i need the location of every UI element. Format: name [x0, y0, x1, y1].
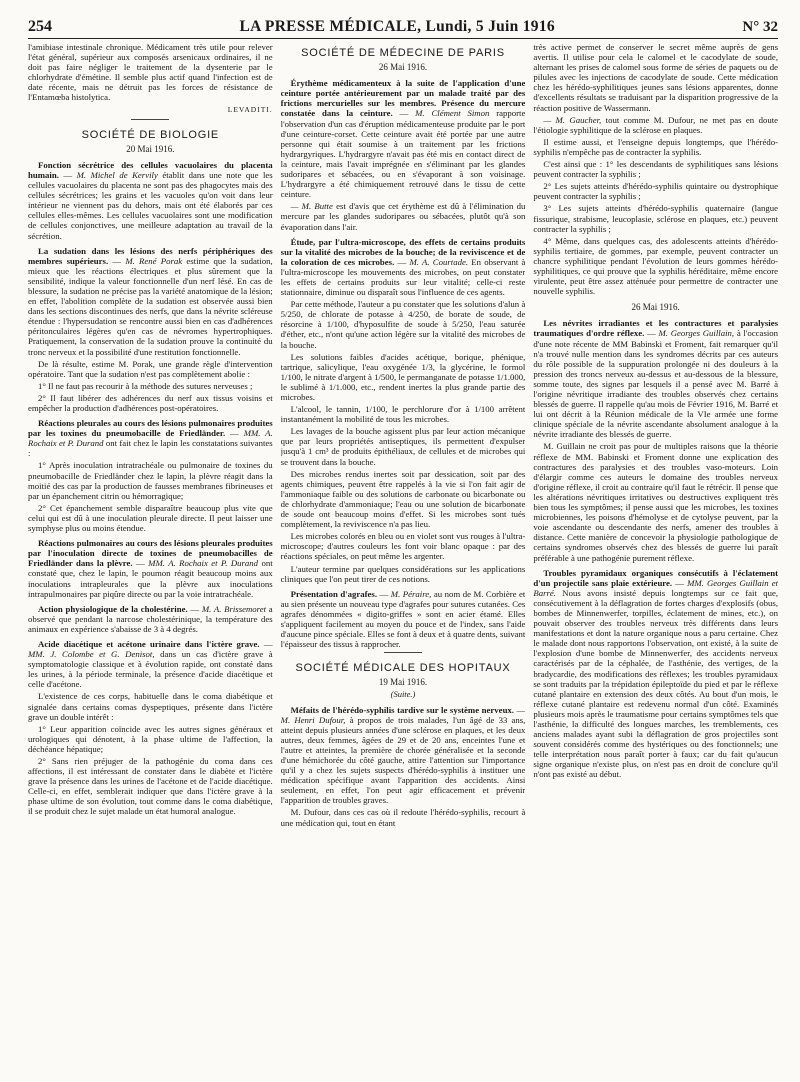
- article-title: Réactions pulmonaires au cours des lésions pleurales produites par l'inoculation directe de toxines de pneumobacilles de Friedländer dans la plèvre.: [28, 538, 273, 569]
- article-list-item: 2° Il faut libérer des adhérences du nerf aux tissus voisins et empêcher la production d'adhérences post-opératoires.: [28, 392, 273, 413]
- article-author: MM. A. Rochaix et P. Durand: [28, 428, 273, 449]
- article-author: M. A. Brissemoret: [201, 603, 267, 614]
- article-body: ont constaté que, chez le lapin, le poumon réagit beaucoup moins aux inoculations intrapleurales que la plèvre aux inoculations intrapulmonaires par piqûre directe ou par la voie intratrachéale.: [28, 558, 273, 599]
- article-list-item: 1° Leur apparition coïncide avec les autres signes généraux et urologiques qui dénotent, à la phase ultime de l'affection, la déchéance hépatique;: [28, 723, 273, 754]
- article-list-item: 2° Les sujets atteints d'hérédo-syphilis quintaire ou dystrophique peuvent contracter la syphilis ;: [533, 181, 779, 202]
- article-author: — M. Butte: [290, 201, 333, 212]
- article: La sudation dans les lésions des nerfs périphériques des membres supérieurs. — M. René Porak estime que la sudation, mieux que les réactions électriques et plus sûrement que la sensibilité, indique la valeur fonctionnelle d'un nerf lésé. En cas de blessure, la sudation ne précise pas la variété anatomique de la lésion; en effet, l'abolition complète de la sudation est observée aussi bien dans les sections discontinues des nerfs, que dans la névrite scléreuse étendue : l'hypersudation se rencontre aussi bien en cas d'adhérences péritonculaires légères qu'en cas de névromes hypertrophiques. Pratiquement, la conservation de la sudation prouve la continuité du tronc nerveux et la possibilité d'une restitution fonctionnelle. De là résulte, estime M. Porak, une grande règle d'intervention opératoire. Tant que la sudation n'est pas complètement abolie : 1° Il ne faut pas recourir à la méthode des sutures nerveuses ; 2° Il faut libérer des adhérences du nerf aux tissus voisins et empêcher la production d'adhérences post-opératoires.: [28, 245, 273, 413]
- article-author: M. Péraire,: [390, 588, 432, 599]
- section-date: 26 Mai 1916.: [631, 302, 680, 313]
- article-paragraph: M. Dufour, dans ces cas où il redoute l'hérédo-syphilis, recourt à une médication qui, tout en étant: [280, 807, 526, 828]
- article-paragraph: L'auteur termine par quelques considérations sur les applications cliniques que l'on peut tirer de ces notions.: [280, 563, 526, 584]
- article-author: M. Michel de Kervily: [76, 169, 158, 180]
- article-list-item: 1° Il ne faut pas recourir à la méthode des sutures nerveuses ;: [38, 380, 253, 391]
- article-author: M. Henri Dufour,: [280, 714, 346, 725]
- header-rule: [28, 38, 778, 39]
- signature: LEVADITI.: [227, 104, 273, 114]
- columns: [28, 42, 778, 1076]
- article-author: MM. A. Rochaix et P. Durand: [148, 558, 259, 569]
- section-title-biologie: SOCIÉTÉ DE BIOLOGIE: [81, 128, 220, 141]
- article-title: Troubles pyramidaux organiques consécutifs à l'éclatement d'un projectile sans plaie extérieure.: [533, 567, 779, 588]
- article-body: rapporte l'observation d'un cas d'éruption médicamenteuse produite par le port d'une ceinture-corset. Cette ceinture avait été portée par une autre personne qui était soumise à un traitement par les frictions hydrargyriques. L'hydrargyre n'avait pas été mis en contact direct de la ceinture, mais l'avait imprégnée en s'éliminant par les glandes sudoripares et sébacées, ou en s'évaporant à son voisinage. L'hydrargyre a été chimiquement retrouvé dans le tissu de cette ceinture.: [280, 108, 526, 200]
- article: Érythème médicamenteux à la suite de l'application d'une ceinture portée antérieurement par un malade traité par des frictions mercurielles sur les membres. Présence du mercure constatée dans la ceinture. — M. Clément Simon rapporte l'observation d'un cas d'éruption médicamenteuse produite par le port d'une ceinture-corset. Cette ceinture avait été portée par une autre personne qui était soumise à un traitement par les frictions hydrargyriques. L'hydrargyre n'avait pas été mis en contact direct de la ceinture, mais l'avait imprégnée en s'éliminant par les glandes sudoripares et sébacées, ou en s'évaporant à son voisinage. L'hydrargyre a été chimiquement retrouvé dans le tissu de cette ceinture. — M. Butte est d'avis que cet érythème est dû à l'élimination du mercure par les glandes sudoripares ou sébacées, plutôt qu'à son évaporation dans l'air.: [280, 78, 526, 232]
- page-header: [28, 14, 778, 36]
- article: Méfaits de l'hérédo-syphilis tardive sur le système nerveux. — M. Henri Dufour, à propos de trois malades, l'un âgé de 33 ans, atteint depuis plusieurs années d'une sclérose en plaques, et les deux autres, deux femmes, âgées de 29 et de 20 ans, enceintes l'une et l'autre et atteintes, la première de chorée généralisée et la seconde d'une hémichorée du côté gauche, attire l'attention sur l'importance qu'il y a chez les sujets suspects d'hérédo-syphilis à instituer une médication spécifique avant l'apparition des accidents. Ainsi seulement, en effet, l'on peut agir efficacement et prévenir l'apparition de troubles graves. M. Dufour, dans ces cas où il redoute l'hérédo-syphilis, recourt à une médication qui, tout en étant: [280, 704, 526, 828]
- article: Réactions pleurales au cours des lésions pulmonaires produites par les toxines du pneumobacille de Friedländer. — MM. A. Rochaix et P. Durand ont fait chez le lapin les constatations suivantes : 1° Après inoculation intratrachéale ou pulmonaire de toxines du pneumobacille de Friedländer chez le lapin, la plèvre réagit dans la moitié des cas par la production de fausses membranes fibrineuses et par un épanchement citrin ou hémorragique; 2° Cet épanchement semble disparaître beaucoup plus vite que celui qui est dû à une inoculation pleurale directe. Il peut laisser une symphyse plus ou moins étendue.: [28, 418, 273, 534]
- article-paragraph: Par cette méthode, l'auteur a pu constater que les solutions d'alun à 5/250, de chlorate de potasse à 4/250, de borate de soude, de résorcine à 1/100, d'hyposulfite de soude à 5/250, l'eau saturée d'éther, etc., n'ont qu'une action légère sur la vitalité des microbes de la bouche.: [280, 299, 526, 350]
- article-list-item: C'est ainsi que : 1° les descendants de syphilitiques sans lésions peuvent contracter la syphilis ;: [533, 159, 779, 180]
- article-body: à l'occasion d'une note récente de MM Babinski et Froment, fait remarquer qu'il n'a trouvé nulle mention dans les syndromes décrits par ces auteurs du rôle possible de la suppuration prolongée ni des douleurs à la pression des troncs nerveux au-dessus et au-dessous de la blessure, somme toute, des signes par lesquels il a pensé avec M. Barré à l'origine névritique irradiante des troubles observés chez certains blessés de guerre. Il rappelle qu'au mois de Février 1916, M. Barré et lui ont décrit à la Réunion médicale de la VIe armée une forme clinique spéciale de la névrite ascendante absolument analogue à la névrite irradiante des blessés de guerre.: [533, 328, 779, 440]
- article-list-item: 2° Cet épanchement semble disparaître beaucoup plus vite que celui qui est dû à une inoculation pleurale directe. Il peut laisser une symphyse plus ou moins étendue.: [28, 502, 273, 534]
- article-body: à propos de trois malades, l'un âgé de 33 ans, atteint depuis plusieurs années d'une sclérose en plaques, et les deux autres, deux femmes, âgées de 29 et de 20 ans, enceintes l'une et l'autre et atteintes, la première de chorée généralisée et la seconde d'une hémichorée du côté gauche, attire l'attention sur l'importance qu'il y a chez les sujets suspects d'hérédo-syphilis à instituer une médication spécifique avant l'apparition des accidents. Ainsi seulement, en effet, l'on peut agir efficacement et prévenir l'apparition de troubles graves.: [280, 714, 526, 806]
- article-title: Érythème médicamenteux à la suite de l'application d'une ceinture portée antérieurement par un malade traité par des frictions mercurielles sur les membres. Présence du mercure constatée dans la ceinture.: [280, 78, 526, 119]
- article-paragraph: De là résulte, estime M. Porak, une grande règle d'intervention opératoire. Tant que la sudation n'est pas complètement abolie :: [28, 358, 273, 379]
- article-body: dans un cas d'ictère grave à symptomatologie classique et à évolution rapide, ont constaté dans les urines, à la période terminale, la présence d'acide diacétique et celle d'acétone.: [28, 649, 273, 690]
- article-title: Fonction sécrétrice des cellules vacuolaires du placenta humain.: [28, 159, 273, 180]
- article-paragraph: M. Guillain ne croit pas pour de multiples raisons que la théorie réflexe de MM. Babinski et Froment donne une explication des contractures des paralysies et des troubles vaso-moteurs. Loin d'élargir comme ces auteurs le domaine des troubles nerveux d'origine réflexe, il croit au contraire qu'il faut le rétrécir. Il pense que les altérations névritiques irritatives ou destructives expliquent très bien tous les symptômes; il pense aussi que les microbes, les toxines microbiennes, les poisons d'hémolyse et de cytolyse peuvent, par la voie ascendante ou descendante des nerfs, amener des troubles à distance. Cette manière de concevoir la physiologie pathologique de certains syndromes observés chez des blessés de guerre lui paraît préférable à une pathogénie purement réflexe.: [533, 441, 779, 563]
- section-date: 19 Mai 1916.: [378, 677, 428, 688]
- article: Acide diacétique et acétone urinaire dans l'ictère grave. — MM. J. Colombe et G. Denisot, dans un cas d'ictère grave à symptomatologie classique et à évolution rapide, ont constaté dans les urines, à la période terminale, la présence d'acide diacétique et celle d'acétone. L'existence de ces corps, habituelle dans le coma diabétique et signalée dans certains comas dyspeptiques, présente dans l'ictère grave un double intérêt : 1° Leur apparition coïncide avec les autres signes généraux et urologiques qui dénotent, à la phase ultime de l'affection, la déchéance hépatique; 2° Sans rien préjuger de la pathogénie du coma dans ces affections, il est intéressant de constater dans le diabète et l'ictère grave la présence dans les urines de l'acétone et de l'acide diacétique. Celle-ci, en effet, semblerait indiquer que dans l'ictère grave à la phase ultime de son évolution, tout comme dans le coma diabétique, il se produit chez le sujet malade un état humoral analogue.: [28, 638, 273, 817]
- article-list-item: 3° Les sujets atteints d'hérédo-syphilis quaternaire (langue fissurique, strabisme, leucoplasie, sclérose en plaques, etc.) peuvent contracter la syphilis ;: [533, 203, 779, 234]
- article-body: est d'avis que cet érythème est dû à l'élimination du mercure par les glandes sudoripares ou sébacées, plutôt qu'à son évaporation dans l'air.: [280, 201, 526, 232]
- article: Fonction sécrétrice des cellules vacuolaires du placenta humain. — M. Michel de Kervily établit dans une note que les cellules vacuolaires du placenta ne sont pas des phagocytes mais des cellules sécrétrices; les grains et les vacuoles qu'on voit dans leur intérieur ne viennent pas du dehors, mais ont été élaborés par ces cellules elles-mêmes. Les cellules vacuolaires sont une modification de cellules conjonctives, une meilleure adaptation au travail de la sécrétion.: [28, 159, 273, 241]
- article-title: Action physiologique de la cholestérine.: [38, 603, 188, 614]
- article-body: tout comme M. Dufour, ne met pas en doute l'étiologie syphilitique de la sclérose en plaques.: [533, 114, 779, 135]
- article-title: Présentation d'agrafes.: [290, 588, 378, 599]
- article-author: M. René Porak: [125, 255, 183, 266]
- article-paragraph: Les microbes colorés en bleu ou en violet sont vus rouges à l'ultra-microscope; d'autres couleurs les font voir blanc opaque : par des réactions spéciales, on peut même les argenter.: [280, 531, 526, 562]
- page-number: 254: [28, 18, 52, 35]
- article-body: a observé que pendant la narcose cholestérinique, la température des animaux en expérience s'abaisse de 3 à 4 degrés.: [28, 603, 273, 634]
- journal-title: LA PRESSE MÉDICALE, Lundi, 5 Juin 1916: [239, 18, 555, 35]
- section-subtitle: (Suite.): [390, 689, 416, 700]
- article-paragraph: très active permet de conserver le secret même auprès de gens avertis. Il utilise pour cela le calomel et le cacodylate de soude, alternant les prises de calomel sous forme de séries de paquets ou de pilules avec les injections de cacodylate de soude. Cette médication chez les hérédo-syphilitiques jeunes sans lésions apparentes, donne d'excellents résultats se traduisant par la disparition progressive de la réaction positive de Wassermann.: [533, 42, 779, 113]
- section-title-hopitaux: SOCIÉTÉ MÉDICALE DES HOPITAUX: [295, 662, 511, 675]
- article-title: Étude, par l'ultra-microscope, des effets de certains produits sur la vitalité des microbes de la bouche; de la reviviscence et de la coloration de ces microbes.: [280, 236, 526, 267]
- section-date: 20 Mai 1916.: [126, 143, 175, 154]
- section-date: 26 Mai 1916.: [378, 62, 428, 73]
- article-body: ont fait chez le lapin les constatations suivantes :: [28, 438, 273, 459]
- article-title: Méfaits de l'hérédo-syphilis tardive sur le système nerveux.: [290, 704, 514, 715]
- article-list-item: 4° Même, dans quelques cas, des adolescents atteints d'hérédo-syphilis tertiaire, de gommes, par exemple, peuvent contracter un chancre syphilitique pendant l'évolution de leurs gommes hérédo-syphilitiques, ce qui prouve que la syphilis héréditaire, même encore virulente, peut être assez atténuée pour permettre de contracter une nouvelle syphilis.: [533, 235, 779, 297]
- article-author: M. Georges Guillain,: [658, 328, 735, 339]
- article-body: estime que la sudation, mieux que les réactions électriques et plus sûrement que la sensibilité, indique la valeur fonctionnelle d'un nerf lésé. En cas de blessure, la sudation ne précise pas la variété anatomique de la lésion; en effet, l'abolition complète de la sudation est observée aussi bien dans les sections discontinues des nerfs, que dans la névrite scléreuse étendue : l'hypersudation se rencontre aussi bien en cas d'adhérences péritonculaires légères qu'en cas de névromes hypertrophiques. Pratiquement, la conservation de la sudation prouve la continuité du tronc nerveux et la possibilité d'une restitution fonctionnelle.: [28, 255, 273, 357]
- column-3: [533, 42, 778, 1076]
- article: Les névrites irradiantes et les contractures et paralysies traumatiques d'ordre réflexe. — M. Georges Guillain, à l'occasion d'une note récente de MM Babinski et Froment, fait remarquer qu'il n'a trouvé nulle mention dans les syndromes décrits par ces auteurs du rôle possible de la suppuration prolongée ni des douleurs à la pression des troncs nerveux au-dessus et au-dessous de la blessure, somme toute, des signes par lesquels il a pensé avec M. Barré à l'origine névritique irradiante des troubles observés chez certains blessés de guerre. Il rappelle qu'au mois de Février 1916, M. Barré et lui ont décrit à la Réunion médicale de la VIe armée une forme clinique spéciale de la névrite ascendante absolument analogue à la névrite irradiante des blessés de guerre. M. Guillain ne croit pas pour de multiples raisons que la théorie réflexe de MM. Babinski et Froment donne une explication des contractures des paralysies et des troubles vaso-moteurs. Loin d'élargir comme ces auteurs le domaine des troubles nerveux d'origine réflexe, il croit au contraire qu'il faut le rétrécir. Il pense que les altérations névritiques irritatives ou destructives expliquent très bien tous les symptômes; il pense aussi que les microbes, les toxines microbiennes, les poisons d'hémolyse et de cytolyse peuvent, par la voie ascendante ou descendante des nerfs, amener des troubles à distance. Cette manière de concevoir la physiologie pathologique de certains syndromes observés chez des blessés de guerre lui paraît préférable à une pathogénie purement réflexe.: [533, 318, 779, 563]
- intro-paragraph: l'amibiase intestinale chronique. Médicament très utile pour relever l'état général, supérieur aux composés arsenicaux ordinaires, il ne doit pas faire négliger le traitement de la dysenterie par le chlorhydrate d'émétine. Il semble plus actif quand l'infection est de date récente, mais ne détruit pas les forces de résistance de l'Entamœba histolytica.: [28, 42, 273, 103]
- article: Troubles pyramidaux organiques consécutifs à l'éclatement d'un projectile sans plaie extérieure. — MM. Georges Guillain et Barré. Nous avons insisté depuis longtemps sur ce fait que, consécutivement à la déflagration de fortes charges d'explosifs (obus, bombes de Minnenwerfer, torpilles, éclatement de mines, etc.), on pouvait observer des troubles nerveux très différents dans leurs manifestations et dont la nature organique nous a paru certaine. Chez le malade dont nous rapportons l'observation, ont existé, à la suite de l'explosion d'une bombe de Minnenwerfer, des accidents nerveux caractérisés par de la céphalée, de l'asthénie, des vertiges, de la bradycardie, des modifications des réflexes; les troubles pyramidaux se sont traduits par la trépidation épileptoïde du pied et par le réflexe cutané plantaire en extension des deux côtés. Au bout d'un mois, le réflexe cutané plantaire est redevenu normal d'un côté. Examinés plusieurs mois après le traumatisme pour certains symptômes tels que l'asthénie, la difficulté des longues marches, les tremblements, ces anciens malades ayant subi la déflagration de gros projectiles sont souvent considérés comme des hystériques ou des fonctionnels; une telle interprétation nous paraît porter à faux; car du fait qu'aucun signe organique n'existe plus, on n'est pas en droit de conclure qu'il n'ont pas existé au début.: [533, 567, 779, 780]
- article-list-item: 1° Après inoculation intratrachéale ou pulmonaire de toxines du pneumobacille de Friedländer chez le lapin, la plèvre réagit dans la moitié des cas par la production de fausses membranes fibrineuses et par un épanchement citrin ou hémorragique;: [28, 460, 273, 501]
- article: Présentation d'agrafes. — M. Péraire, au nom de M. Corbière et au sien présente un nouveau type d'agrafes pour sutures cutanées. Ces agrafes dénommées « digito-griffes » sont en acier étamé. Elles s'appliquent facilement au moyen du pouce et de l'index, sans l'aide d'aucune pince spéciale. Elles se font à deux et à quatre dents, suivant l'épaisseur des tissus à rapprocher.: [280, 588, 526, 650]
- issue-number: N° 32: [742, 19, 778, 35]
- article-body: établit dans une note que les cellules vacuolaires du placenta ne sont pas des phagocytes mais des cellules sécrétrices; les grains et les vacuoles qu'on voit dans leur intérieur ne viennent pas du dehors, mais ont été élaborés par ces cellules elles-mêmes. Les cellules vacuolaires sont une modification de cellules conjonctives, une meilleure adaptation au travail de la sécrétion.: [28, 169, 273, 241]
- article-paragraph: L'existence de ces corps, habituelle dans le coma diabétique et signalée dans certains comas dyspeptiques, présente dans l'ictère grave un double intérêt :: [28, 691, 273, 722]
- article-title: Réactions pleurales au cours des lésions pulmonaires produites par les toxines du pneumobacille de Friedländer.: [28, 418, 273, 439]
- article-paragraph: Les lavages de la bouche agissent plus par leur action mécanique que par leurs propriétés antiseptiques, ils permettent d'expulser jusqu'à 1 cm³ de produits épithéliaux, de cellules et de microbes qui se trouvent dans la bouche.: [280, 426, 526, 467]
- article: Étude, par l'ultra-microscope, des effets de certains produits sur la vitalité des microbes de la bouche; de la reviviscence et de la coloration de ces microbes. — M. A. Courtade. En observant à l'ultra-microscope les mouvements des microbes, on peut constater les effets de certains produits sur leur vitalité; celle-ci reste stationnaire, diminue ou disparaît sous l'influence de ces agents. Par cette méthode, l'auteur a pu constater que les solutions d'alun à 5/250, de chlorate de potasse à 4/250, de borate de soude, de résorcine à 1/100, d'hyposulfite de soude à 5/250, l'eau saturée d'éther, etc., n'ont qu'une action légère sur la vitalité des microbes de la bouche. Les solutions faibles d'acides acétique, borique, phénique, tartrique, salicylique, l'eau oxygénée 1/3, la glycérine, le formol 1/100, le nitrate d'argent à 1/500, le permanganate de potasse 1/1.000, le sublimé à 1/1.000, etc., rendent inertes la plus grande partie des microbes. L'alcool, le tannin, 1/100, le perchlorure d'or à 1/100 arrêtent instantanément la mobilité de tous les microbes. Les lavages de la bouche agissent plus par leur action mécanique que par leurs propriétés antiseptiques, ils permettent d'expulser jusqu'à 1 cm³ de produits épithéliaux, de cellules et de microbes qui se trouvent dans la bouche. Des microbes rendus inertes soit par dessication, soit par des agents chimiques, peuvent être rappelés à la vie si l'on fait agir de l'ammoniaque faible ou des solutions de carbonate ou bicarbonate ou de chlorhydrate d'ammoniaque; l'eau ou une solution de bicarbonate de soude ont beaucoup moins d'effet. Si les microbes sont tués complètement, la reviviscence n'a pas lieu. Les microbes colorés en bleu ou en violet sont vus rouges à l'ultra-microscope; d'autres couleurs les font voir blanc opaque : par des réactions spéciales, on peut même les argenter. L'auteur termine par quelques considérations sur les applications cliniques que l'on peut tirer de ces notions.: [280, 236, 526, 584]
- column-2: [281, 42, 526, 1076]
- article: Action physiologique de la cholestérine. — M. A. Brissemoret a observé que pendant la narcose cholestérinique, la température des animaux en expérience s'abaisse de 3 à 4 degrés.: [28, 603, 273, 634]
- article-author: M. Clément Simon: [415, 108, 490, 119]
- article-paragraph: Des microbes rendus inertes soit par dessication, soit par des agents chimiques, peuvent être rappelés à la vie si l'on fait agir de l'ammoniaque faible ou des solutions de carbonate ou bicarbonate ou de chlorhydrate d'ammoniaque; l'eau ou une solution de bicarbonate de soude ont beaucoup moins d'effet. Si les microbes sont tués complètement, la reviviscence n'a pas lieu.: [280, 468, 526, 530]
- article-body: Nous avons insisté depuis longtemps sur ce fait que, consécutivement à la déflagration de fortes charges d'explosifs (obus, bombes de Minnenwerfer, torpilles, éclatement de mines, etc.), on pouvait observer des troubles nerveux très différents dans leurs manifestations et dont la nature organique nous a paru certaine. Chez le malade dont nous rapportons l'observation, ont existé, à la suite de l'explosion d'une bombe de Minnenwerfer, des accidents nerveux caractérisés par de la céphalée, de l'asthénie, des vertiges, de la bradycardie, des modifications des réflexes; les troubles pyramidaux se sont traduits par la trépidation épileptoïde du pied et par le réflexe cutané plantaire en extension des deux côtés. Au bout d'un mois, le réflexe cutané plantaire est redevenu normal d'un côté. Examinés plusieurs mois après le traumatisme pour certains symptômes tels que l'asthénie, la difficulté des longues marches, les tremblements, ces anciens malades ayant subi la déflagration de gros projectiles sont souvent considérés comme des hystériques ou des fonctionnels; une telle interprétation nous paraît porter à faux; car du fait qu'aucun signe organique n'existe plus, on n'est pas en droit de conclure qu'il n'ont pas existé au début.: [533, 587, 779, 780]
- article-body: au nom de M. Corbière et au sien présente un nouveau type d'agrafes pour sutures cutanées. Ces agrafes dénommées « digito-griffes » sont en acier étamé. Elles s'appliquent facilement au moyen du pouce et de l'index, sans l'aide d'aucune pince spéciale. Elles se font à deux et à quatre dents, suivant l'épaisseur des tissus à rapprocher.: [280, 588, 526, 650]
- article-list-item: 2° Sans rien préjuger de la pathogénie du coma dans ces affections, il est intéressant de constater dans le diabète et l'ictère grave la présence dans les urines de l'acétone et de l'acide diacétique. Celle-ci, en effet, semblerait indiquer que dans l'ictère grave à la phase ultime de son évolution, tout comme dans le coma diabétique, il se produit chez le sujet malade un état humoral analogue.: [28, 756, 273, 817]
- article-title: Les névrites irradiantes et les contractures et paralysies traumatiques d'ordre réflexe.: [533, 318, 779, 339]
- article-paragraph: L'alcool, le tannin, 1/100, le perchlorure d'or à 1/100 arrêtent instantanément la mobilité de tous les microbes.: [280, 404, 526, 425]
- article-author: MM. Georges Guillain et Barré.: [533, 577, 779, 598]
- article-paragraph: Il estime aussi, et l'enseigne depuis longtemps, que l'hérédo-syphilis n'empêche pas de contracter la syphilis.: [533, 136, 779, 157]
- article-author: — M. Gaucher,: [543, 114, 602, 125]
- article-body: En observant à l'ultra-microscope les mouvements des microbes, on peut constater les effets de certains produits sur leur vitalité; celle-ci reste stationnaire, diminue ou disparaît sous l'influence de ces agents.: [280, 256, 526, 298]
- separator: [384, 652, 422, 653]
- article: Réactions pulmonaires au cours des lésions pleurales produites par l'inoculation directe de toxines de pneumobacilles de Friedländer dans la plèvre. — MM. A. Rochaix et P. Durand ont constaté que, chez le lapin, le poumon réagit beaucoup moins aux inoculations intrapleurales que la plèvre aux inoculations intrapulmonaires par piqûre directe ou par la voie intratrachéale.: [28, 538, 273, 599]
- article-paragraph: Les solutions faibles d'acides acétique, borique, phénique, tartrique, salicylique, l'eau oxygénée 1/3, la glycérine, le formol 1/100, le nitrate d'argent à 1/500, le permanganate de potasse 1/1.000, le sublimé à 1/1.000, etc., rendent inertes la plus grande partie des microbes.: [280, 351, 526, 402]
- section-title-medecine: SOCIÉTÉ DE MÉDECINE DE PARIS: [301, 47, 505, 59]
- column-1: [28, 42, 273, 1076]
- article-title: La sudation dans les lésions des nerfs périphériques des membres supérieurs.: [28, 245, 273, 266]
- article-title: Acide diacétique et acétone urinaire dans l'ictère grave.: [38, 638, 260, 649]
- separator: [131, 119, 169, 120]
- article-author: MM. J. Colombe et G. Denisot,: [28, 649, 155, 660]
- article-author: M. A. Courtade.: [409, 256, 469, 267]
